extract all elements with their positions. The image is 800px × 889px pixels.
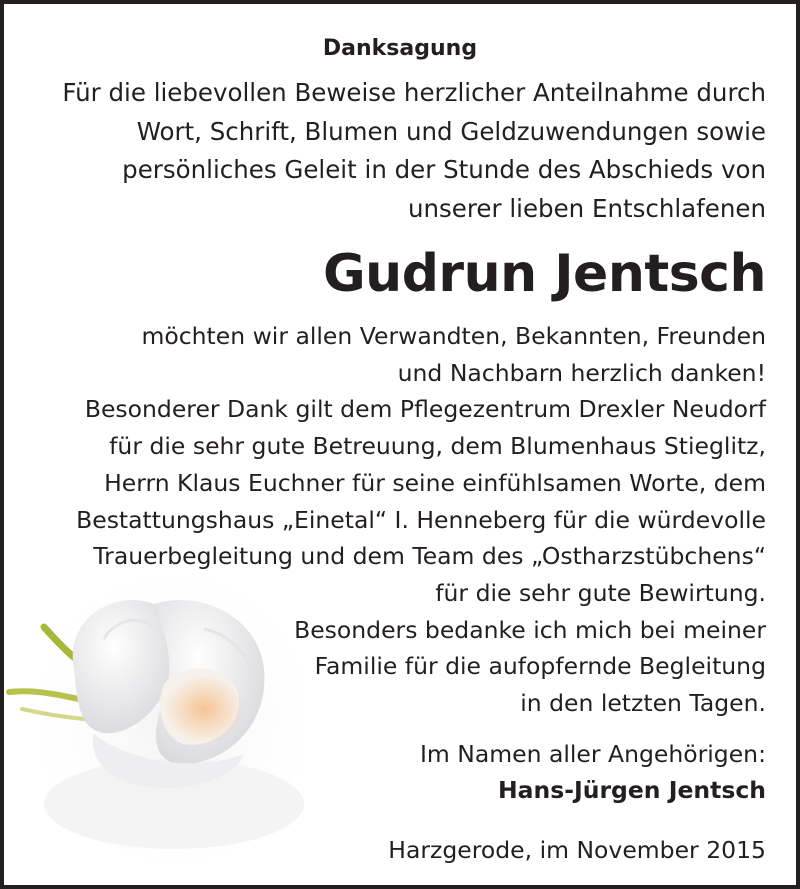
intro-line: persönliches Geleit in der Stunde des Abschieds von bbox=[122, 155, 766, 184]
closing-block bbox=[420, 736, 766, 808]
closing-line: Im Namen aller Angehörigen: bbox=[419, 740, 766, 768]
body-line: Familie für die aufopfernde Begleitung bbox=[314, 652, 766, 681]
body-line: Besonderer Dank gilt dem Pflegezentrum Drexler Neudorf bbox=[84, 395, 766, 424]
body-line: möchten wir allen Verwandten, Bekannten, Freunden bbox=[141, 322, 766, 350]
thanks-paragraph bbox=[76, 318, 766, 722]
body-line: Besonders bedanke ich mich bei meiner bbox=[294, 615, 766, 644]
place-date bbox=[388, 832, 766, 868]
intro-line: unserer lieben Entschlafenen bbox=[407, 193, 766, 223]
body-line: Bestattungshaus „Einetal“ I. Henneberg für die würdevolle bbox=[76, 505, 766, 534]
body-line: in den letzten Tagen. bbox=[520, 689, 766, 718]
body-line: Herrn Klaus Euchner für seine einfühlsamen Worte, dem bbox=[104, 468, 766, 497]
intro-line: Für die liebevollen Beweise herzlicher Anteilnahme durch bbox=[62, 78, 766, 107]
intro-paragraph bbox=[62, 74, 766, 228]
place-date-text: Harzgerode, im November 2015 bbox=[388, 836, 766, 864]
intro-line: Wort, Schrift, Blumen und Geldzuwendungen sowie bbox=[136, 116, 766, 146]
body-line: für die sehr gute Betreuung, dem Blumenhaus Stieglitz, bbox=[109, 432, 766, 461]
notice-heading: Danksagung bbox=[322, 36, 478, 61]
body-line: und Nachbarn herzlich danken! bbox=[397, 358, 766, 387]
deceased-name: Gudrun Jentsch bbox=[323, 244, 766, 304]
body-line: für die sehr gute Bewirtung. bbox=[435, 578, 766, 607]
signer-name: Hans-Jürgen Jentsch bbox=[497, 776, 766, 804]
body-line: Trauerbegleitung und dem Team des „Ostharzstübchens“ bbox=[93, 542, 766, 571]
